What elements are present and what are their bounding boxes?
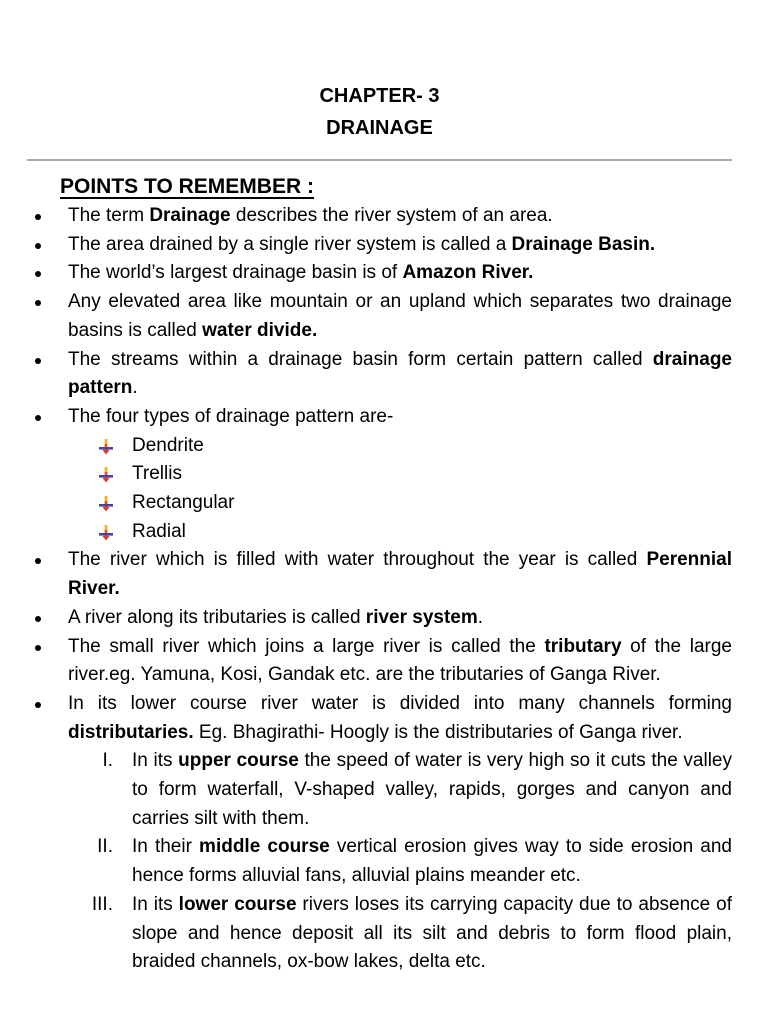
text-segment: In their — [132, 836, 200, 858]
drainage-pattern-item — [0, 518, 732, 547]
bullet-point-text — [68, 604, 732, 633]
bold-term: water divide. — [202, 319, 318, 341]
drainage-pattern-label: Radial — [132, 520, 186, 542]
text-segment: In its — [132, 750, 179, 772]
bullet-point-text — [68, 546, 732, 603]
roman-numeral: III. — [91, 893, 113, 915]
chapter-title: DRAINAGE — [326, 117, 433, 139]
bullet-dot-icon — [35, 415, 41, 421]
text-segment: Eg. Bhagirathi- Hoogly is the distributaries of Ganga river. — [193, 721, 683, 743]
text-segment: The four types of drainage pattern are- — [68, 405, 394, 427]
text-segment: . — [132, 377, 138, 399]
horizontal-divider — [27, 159, 732, 161]
bullet-dot-icon — [35, 358, 41, 364]
bullet-point-text — [68, 231, 732, 260]
arrow-bullet-icon — [99, 525, 113, 541]
arrow-bullet-icon — [99, 467, 113, 483]
numbered-item-text — [132, 833, 732, 890]
text-segment: . — [477, 606, 484, 628]
bold-term: Drainage — [149, 205, 231, 226]
bullet-point — [0, 259, 732, 288]
chapter-header — [27, 80, 732, 144]
bold-term: middle course — [199, 836, 330, 858]
numbered-item — [0, 833, 732, 890]
bold-term: upper course — [178, 750, 299, 772]
roman-numeral: I. — [102, 750, 113, 772]
drainage-pattern-item — [0, 460, 732, 489]
drainage-pattern-item — [0, 432, 732, 461]
bullet-point — [0, 346, 732, 403]
bullet-point-text — [68, 403, 732, 432]
bullet-point-text — [68, 202, 732, 231]
drainage-pattern-label: Trellis — [132, 463, 182, 485]
numbered-item-text — [132, 891, 732, 977]
text-segment: The river which is filled with water throughout the year is called — [68, 549, 647, 571]
section-heading: POINTS TO REMEMBER : — [60, 175, 314, 198]
bold-term: lower course — [178, 893, 297, 915]
points-list — [0, 202, 768, 977]
drainage-pattern-label: Rectangular — [132, 492, 235, 514]
bullet-dot-icon — [35, 645, 41, 651]
bullet-point-text — [68, 259, 732, 288]
drainage-pattern-label: Dendrite — [132, 434, 204, 456]
bullet-point — [0, 690, 732, 747]
text-segment: The world’s largest drainage basin is of — [68, 262, 403, 284]
text-segment: rivers loses its carrying capacity due to absence of slope and hence deposit all its silt and debris to form flood plain, braided channels, ox-bow lakes, delta etc. — [132, 893, 732, 973]
bold-term: Amazon River. — [402, 262, 534, 284]
bullet-point-text — [68, 346, 732, 403]
bullet-point — [0, 288, 732, 345]
text-segment: vertical erosion gives way to side erosion and hence forms alluvial fans, alluvial plains meander etc. — [132, 836, 732, 887]
bullet-dot-icon — [35, 214, 41, 220]
bullet-dot-icon — [35, 616, 41, 622]
bullet-point — [0, 403, 732, 432]
bold-term: drainage pattern — [68, 348, 732, 399]
bullet-dot-icon — [35, 300, 41, 306]
chapter-number: CHAPTER- 3 — [319, 85, 440, 107]
drainage-pattern-item — [0, 489, 732, 518]
bold-term: river system — [365, 606, 478, 628]
roman-numeral: II. — [97, 836, 113, 858]
bullet-point-text — [68, 690, 732, 747]
bullet-dot-icon — [35, 243, 41, 249]
bullet-point — [0, 633, 732, 690]
numbered-item — [0, 747, 732, 833]
text-segment: The small river which joins a large river is called the — [68, 635, 545, 657]
text-segment: The area drained by a single river system is called a — [68, 233, 512, 255]
bullet-point-text — [68, 633, 732, 690]
bullet-dot-icon — [35, 271, 41, 277]
bold-term: distributaries. — [68, 721, 194, 743]
bullet-point-text — [68, 288, 732, 345]
bullet-point — [0, 231, 732, 260]
text-segment: The streams within a drainage basin form certain pattern called — [68, 348, 653, 370]
bold-term: tributary — [544, 635, 622, 657]
bullet-point — [0, 604, 732, 633]
arrow-bullet-icon — [99, 496, 113, 512]
numbered-item-text — [132, 747, 732, 833]
text-segment: of the large river.eg. Yamuna, Kosi, Gandak etc. are the tributaries of Ganga River. — [68, 635, 732, 686]
text-segment: Any elevated area like mountain or an upland which separates two drainage basins is called — [68, 291, 732, 341]
text-segment: describes the river system of an area. — [230, 205, 553, 226]
text-segment: In its — [132, 893, 179, 915]
bullet-point — [0, 546, 732, 603]
bullet-dot-icon — [35, 702, 41, 708]
text-segment: A river along its tributaries is called — [68, 606, 366, 628]
bold-term: Drainage Basin. — [511, 233, 656, 255]
bold-term: Perennial River. — [68, 549, 732, 600]
bullet-dot-icon — [35, 558, 41, 564]
text-segment: In its lower course river water is divided into many channels forming — [68, 692, 732, 714]
numbered-item — [0, 891, 732, 977]
text-segment: the speed of water is very high so it cuts the valley to form waterfall, V-shaped valley, rapids, gorges and canyon and carries silt with them. — [132, 750, 732, 829]
text-segment: The term — [68, 205, 150, 226]
bullet-point — [0, 202, 732, 231]
arrow-bullet-icon — [99, 439, 113, 455]
